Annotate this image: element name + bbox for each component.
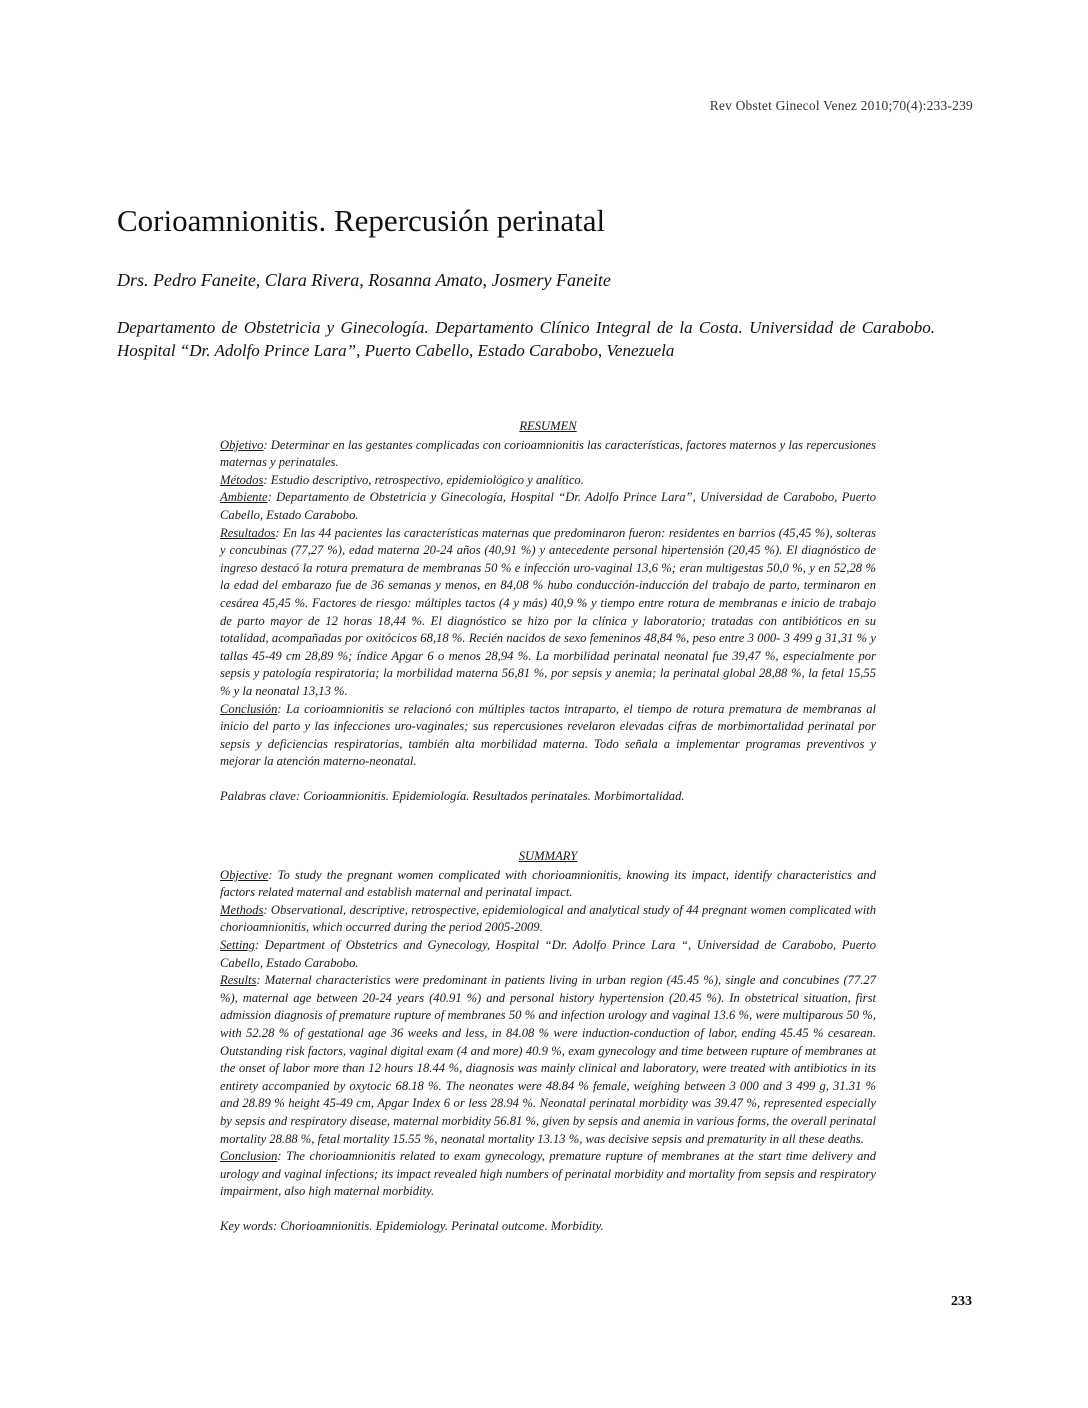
summary-objective-text: : To study the pregnant women complicated with chorioamnionitis, knowing its impact, identify characteristics and factors related maternal and establish maternal and perinatal impact. <box>220 867 876 900</box>
resumen-conclusion-text: : La corioamnionitis se relacionó con múltiples tactos intraparto, el tiempo de rotura prematura de membranas al inicio del parto y las infecciones uro-vaginales; sus repercusiones revelaron elevadas cifras de morbimortalidad perinatal por sepsis y deficiencias respiratorias, también alta morbilidad materna. Todo señala a implementar programas preventivos y mejorar la atención materno-neonatal. <box>220 701 876 769</box>
resumen-objetivo-label: Objetivo <box>220 437 264 452</box>
resumen-heading <box>220 418 876 436</box>
resumen-metodos <box>220 472 876 490</box>
summary-conclusion <box>220 1148 876 1201</box>
summary-objective <box>220 867 876 902</box>
summary-heading-text: SUMMARY <box>518 849 578 863</box>
resumen-resultados <box>220 525 876 701</box>
summary-keywords: Key words: Chorioamnionitis. Epidemiology. Perinatal outcome. Morbidity. <box>220 1218 604 1233</box>
summary-setting-text: : Department of Obstetrics and Gynecology, Hospital “Dr. Adolfo Prince Lara “, Universidad de Carabobo, Puerto Cabello, Estado Carabobo. <box>220 937 876 970</box>
resumen-ambiente <box>220 489 876 524</box>
summary-methods-text: : Observational, descriptive, retrospective, epidemiological and analytical study of 44 pregnant women complicated with chorioamnionitis, which occurred during the period 2005-2009. <box>220 902 876 935</box>
resumen-metodos-label: Métodos <box>220 472 264 487</box>
summary-objective-label: Objective <box>220 867 269 882</box>
resumen-objetivo <box>220 437 876 472</box>
resumen-metodos-text: : Estudio descriptivo, retrospectivo, epidemiológico y analítico. <box>263 472 584 487</box>
summary-section <box>220 848 876 1235</box>
resumen-heading-text: RESUMEN <box>519 419 577 433</box>
summary-setting-label: Setting <box>220 937 255 952</box>
summary-methods <box>220 902 876 937</box>
summary-conclusion-text: : The chorioamnionitis related to exam gynecology, premature rupture of membranes at the start time delivery and urology and vaginal infections; its impact revealed high numbers of perinatal morbidity and mortality from sepsis and respiratory impairment, also high maternal morbidity. <box>220 1149 876 1199</box>
summary-setting <box>220 937 876 972</box>
author-affiliation: Departamento de Obstetricia y Ginecología. Departamento Clínico Integral de la Costa. Universidad de Carabobo. Hospital “Dr. Adolfo Prince Lara”, Puerto Cabello, Estado Carabobo, Venezuela <box>117 318 935 360</box>
resumen-section <box>220 418 876 805</box>
resumen-conclusion <box>220 701 876 771</box>
summary-results-text: : Maternal characteristics were predominant in patients living in urban region (45.45 %), single and concubines (77.27 %), maternal age between 20-24 years (40.91 %) and personal history hypertension (20.45 %). In obstetrical situation, first admission diagnosis of premature rupture of membranes 50 % and infection urology and vaginal 13.6 %, were multiparous 50 %, with 52.28 % of gestational age 36 weeks and less, in 84.08 % were induction-conduction of labor, ending 45.45 % cesarean. Outstanding risk factors, vaginal digital exam (4 and more) 40.9 %, exam gynecology and time between rupture of membranes at the onset of labor more than 12 hours 18.44 %, diagnosis was mainly clinical and laboratory, were treated with antibiotics in its entirety accompanied by oxytocic 68.18 %. The neonates were 48.84 % female, weighing between 3 000 and 3 499 g, 31.31 % and 28.89 % height 45-49 cm, Apgar Index 6 or less 28.94 %. Neonatal perinatal morbidity was 39.47 %, represented especially by sepsis and respiratory disease, maternal morbidity 56.81 %, given by sepsis and anemia in various forms, the overall perinatal mortality 28.88 %, fetal mortality 15.55 %, neonatal mortality 13.13 %, was decisive sepsis and prematurity in all these deaths. <box>220 973 876 1146</box>
summary-results-label: Results <box>220 973 257 988</box>
resumen-ambiente-label: Ambiente <box>220 490 268 505</box>
resumen-resultados-label: Resultados <box>220 525 276 540</box>
article-title: Corioamnionitis. Repercusión perinatal <box>117 203 606 238</box>
summary-conclusion-label: Conclusion <box>220 1149 278 1164</box>
summary-heading <box>220 848 876 866</box>
resumen-resultados-text: : En las 44 pacientes las características maternas que predominaron fueron: residentes en barrios (45,45 %), solteras y concubinas (77,27 %), edad materna 20-24 años (40,91 %) y antecedente personal hipertensión (20,45 %). El diagnóstico de ingreso destacó la rotura prematura de membranas 50 % e infección uro-vaginal 13,6 %; eran multigestas 50,0 %, y en 52,28 % la edad del embarazo fue de 36 semanas y menos, en 84,08 % hubo conducción-inducción del trabajo de parto, terminaron en cesárea 45,45 %. Factores de riesgo: múltiples tactos (4 y más) 40,9 % y tiempo entre rotura de membranas e inicio de trabajo de parto mayor de 12 horas 18,44 %. El diagnóstico se hizo por la clínica y laboratorio; tratadas con antibióticos en su totalidad, acompañadas por oxitócicos 68,18 %. Recién nacidos de sexo femeninos 48,84 %, peso entre 3 000- 3 499 g 31,31 % y tallas 45-49 cm 28,89 %; índice Apgar 6 o menos 28,94 %. La morbilidad perinatal neonatal fue 39,47 %, especialmente por sepsis y patología respiratoria; la morbilidad materna 56,81 %, por sepsis y anemia; la perinatal global 28,88 %, la fetal 15,55 % y la neonatal 13,13 %. <box>220 525 876 698</box>
resumen-conclusion-label: Conclusión <box>220 701 278 716</box>
journal-reference: Rev Obstet Ginecol Venez 2010;70(4):233-239 <box>709 98 973 113</box>
article-authors: Drs. Pedro Faneite, Clara Rivera, Rosanna Amato, Josmery Faneite <box>117 270 611 290</box>
resumen-ambiente-text: : Departamento de Obstetricia y Ginecología, Hospital “Dr. Adolfo Prince Lara”, Universidad de Carabobo, Puerto Cabello, Estado Carabobo. <box>220 490 876 522</box>
summary-methods-label: Methods <box>220 902 264 917</box>
summary-results <box>220 972 876 1148</box>
resumen-objetivo-text: : Determinar en las gestantes complicadas con corioamnionitis las características, factores maternos y las repercusiones maternas y perinatales. <box>220 437 876 470</box>
page-number: 233 <box>951 1294 972 1309</box>
resumen-keywords: Palabras clave: Corioamnionitis. Epidemiología. Resultados perinatales. Morbimortalidad. <box>220 788 685 803</box>
